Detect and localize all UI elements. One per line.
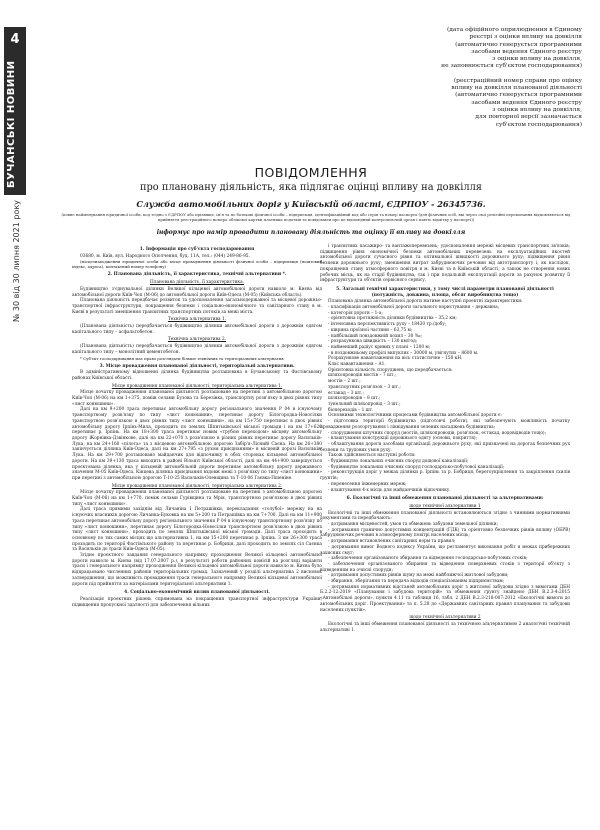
paragraph: - дотримання місцевостей, умов та обмежень забудови земельної ділянки;: [328, 522, 499, 528]
subsection-heading: щодо технічної альтернативи 2: [409, 615, 481, 621]
subsection-heading: Технічна альтернатива 1.: [167, 317, 227, 323]
paragraph: Планована ділянка автомобільної дороги матиме наступні проектні характеристики:: [328, 299, 523, 305]
agency-footnote: (повне найменування юридичної особи, код згідно з ЄДРПОУ або прізвище, ім'я та по батькові фізичної особи – підприємця, ідентифікаційний код або серія та номер паспорта (для фізичних осіб, які через свої релігійні переконання відмовляються від прийняття реєстраційного номера облікової картки платника податків та повідомили про це відповідний контролюючий орган і мають відмітку у паспорті)): [61, 212, 571, 222]
paragraph: - ширина проїзної частини – 63,75 м;: [328, 327, 413, 333]
subsection-heading: Місце провадження планованої діяльності, територіальна альтернатива 2.: [111, 483, 283, 489]
paragraph: Клас навантаження – А1.: [328, 362, 386, 368]
paragraph: (Планована діяльність) передбачається будівництво ділянки автомобільної дороги з дорожнім одягом капітального типу – асфальтобетон.: [72, 324, 322, 335]
paragraph: - забезпечення організованого збирання та відведення поверхневих стоків з території об'єкту з відведенням на очисні споруди;: [320, 561, 570, 573]
inform-line: інформує про намір провадити плановану діяльність та оцінку її впливу на довкілля: [156, 229, 466, 236]
paragraph: Реалізація проектних рішень спрямована на покращення транспортної інфраструктури України, підвищення пропускної здатності для забезпечення вільних: [72, 596, 322, 608]
header-line: (реєстраційний номер справи про оцінку: [453, 77, 582, 84]
notice-subtitle: про плановану діяльність, яка підлягає оцінці впливу на довкілля: [140, 182, 482, 193]
paragraph: - в поздовжньому профілі випуклих – 30000 м, увігнутих – 8600 м.: [328, 350, 479, 356]
newspaper-brand: БУЧАНСЬКІ НОВИНИ: [6, 60, 17, 188]
header-line: з оцінки впливу на довкілля,: [492, 56, 582, 63]
paragraph: * Суб'єкт господарювання має право розглядати більше технічних та територіальних альтернатив: [80, 355, 284, 361]
paragraph: Будівництво з'єднувальної ділянки Великої кільцевої автомобільної дороги навколо м. Києва від автомобільної дороги Київ-Чоп (М-06) до автомобільної дороги Київ-Одеса (М-05) (Київська область).: [72, 286, 322, 298]
section-heading: 5. Загальні технічні характеристики, у тому числі параметри планованої діяльності (потужність, довжина, площа, обсяг виробництва тощо): [336, 286, 554, 298]
paragraph: Місце початку провадження планованої діяльності розташоване на перетині з автомобільною дорогою Київ-Чоп (М-06) на км 1+770, поміж селами Гурівщина та Мрія, транспортною розв'язкою в двох рівнях типу «лист конюшини».: [72, 490, 322, 507]
subsection-heading: щодо технічної альтернативи 1: [409, 503, 481, 509]
paragraph: Основними технологічними процесами будівництва автомобільної дороги є:: [328, 413, 502, 419]
paragraph: Згідно проєктного завдання генерального напрямку проходження Великої кільцевої автомобільної дороги навколо м. Києва (від 17.07.2007 р.), в результаті роботи районних комісій на розгляді варіанти траси і генерального напрямку проходження Великої кільцевої автомобільної дороги навколо м. Києва було відпрацьовано численних районів територіальних громад. Зазначений у розділі альтернатива 2 висновок затвердження, що можливість провадження траси генерального напрямку Великої кільцевої автомобільної дороги під прийняття за матеріалами територіальної альтернативи 1.: [72, 553, 322, 587]
paragraph: - найменший радіус кривих у плані – 1200 м;: [328, 344, 431, 350]
paragraph: транспортних розв'язок – 3 шт.;: [328, 384, 401, 390]
paragraph: біопереходів – 1 шт.: [328, 407, 374, 413]
paragraph: - дотримання нормативних відстаней автомобільних доріг з житлової забудови згідно з вимогами ДБН Б.2.2-12:2019 «Планування і забудова територій» та обмеження ґрунту знайдено ДБН В.2.3-4:2015 «Автомобільні дороги», пункти 4.11 та таблиця 16, табл. 2 ДБН В.2.3-218-007:2012 «Екологічні вимоги до автомобільних доріг. Проектування» та п. 5.28 до «Державних санітарних правил планування та забудови населених пунктів».: [320, 584, 570, 613]
paragraph: Далі на км 9+200 траса перетинає автомобільну дорогу регіонального значення Р 04 в існуючому транспортному розв'язку по типу «лист конюшини», перетинає дорогу Білогородка-Новосілки транспортною розв'язкою в двох рівнях типу «лист конюшини», на км 15+750 перетинає в двох рівнях автомобільну дорогу Ірпінь-Мила, проходить по землях Шпитьківської міської громади і на км 17+620 перетинає р. Ірпінь. На км 18+300 траса перетинає новим «трубою переходом» місцеву автомобільну дорогу Жорнівка-Дзвінкове, далі на км 22+070 з розв'язкою в різних рівнях перетинає дорогу Васильків-Лука, на км 24+160 «пілота» та з місцевою автомобільною дорогою Забір'я-Ліснийі Саєна. На км 26+380 закінчується ділянка Київ-Одеса, далі на км 27+795 «з рухом приєднанням» в місцевій дорозі Васильків-Лука. На км 29+700 розташовано майданчик для відпочинку в обох сторонах кільцевої автомобільної дороги. На км 39+130 траса виходить в районі Вільніт Київської області, далі на км 44+900 завершується проєктована ділянка, яка у кільцевій автомобільній дороги перетинає автомобільну дорогу державного значення М-05 Київ-Одеса. Кінцева ділянка приєднання вздовж межі з розв'язку по типу «лист конюшини» при перетині з автомобільною дорогою Т-10-25 Васильків-Олевщина та Т-10-06 Гаєвка-Пшеніне.: [72, 407, 322, 481]
paragraph: 03680, м. Київ, вул. Народного Ополчення, буд. 11А, тел.: (044) 249-86-95.: [80, 253, 250, 259]
paragraph: - забезпечення організованого збирання та відведення господарсько-побутових стоків;: [328, 556, 528, 562]
paragraph: - підготовка території будівництва (підготовчі роботи), які забезпечують можливість початку провадження розсортування і ліквідування зелених насаджень будівництва;: [320, 419, 570, 430]
paragraph: Також здійснюються наступні роботи:: [328, 453, 416, 459]
paragraph: естакад – 3 шт.;: [328, 390, 364, 396]
subsection-heading: Технічна альтернатива 2.: [167, 337, 227, 343]
paragraph: - класифікація автомобільної дороги загального користування – державна;: [328, 305, 500, 311]
header-line: засобами ведення Єдиного реєстру: [471, 48, 582, 55]
paragraph: і транзитних пасажиро- та вантажоперевезень; удосконалення мережі місцевих транспортних зв'язків; підвищення рівня економічної безпеки автомобільних перевезень на експлуатаційних якостей автомобільної дороги сучасного рівня та оптимальної швидкості дорожнього руху; підвищення рівня безпеки дорожнього руху; зменшення витрат забруднюючих речовин від автотранспорту і, як наслідок, покращення стану атмосферного повітря в м. Києві та в Київській області, а також не створення нових робочих місць, як на стадії будівництва, так і при подальшій експлуатації дороги за рахунок розвитку її інфраструктури та об'єктів сервісного сервісу.: [320, 244, 570, 284]
paragraph: - дотримання встановлених санітарних норм та правил;: [328, 539, 456, 545]
paragraph: - дотримання гранично допустимих концентрацій (ГДК) та орієнтовно безпечних рівнів впливу (ОБРВ) забруднюючих речовин в атмосферному повітрі населених місць;: [320, 527, 570, 539]
left-column: [72, 244, 322, 608]
header-line: не заповнюється суб'єктом господарювання): [441, 63, 582, 70]
paragraph: - перенесення інженерних мереж;: [328, 481, 407, 487]
paragraph: (Планована діяльність) передбачається будівництво ділянки автомобільної дороги з дорожнім одягом капітального типу – монолітний цементобетон.: [72, 344, 322, 355]
subsection-heading: Місце провадження планованої діяльності, територіальна альтернатива 1.: [111, 383, 283, 389]
section-heading: 2. Планована діяльність, її характеристика, технічні альтернативи *.: [107, 272, 287, 278]
notice-title: ПОВІДОМЛЕННЯ: [254, 165, 368, 180]
header-line: засобами ведення Єдиного реєстру: [471, 99, 582, 106]
paragraph: Місце початку провадження планованої діяльності розташоване на перетині з автомобільною дорогою Київ-Чоп (М-06) на км 1+375, поміж селами Бузова та Березівка, транспортну розв'язку в двох рівнях типу «лист конюшини».: [72, 390, 322, 407]
paragraph: (місцезнаходження юридичної особи або місце провадження діяльності фізичної особи – підприємця (поштовий індекс, адреса), контактний номер телефону): [72, 259, 322, 270]
paragraph: - облаштування дороги засобами організації дорожнього руху, які призначені на дорогах безпечних рух безпеки та трудових умов руху.: [320, 441, 570, 453]
paragraph: - влаштування конструкції дорожнього одягу (основи, покриття);: [328, 436, 478, 442]
header-line: для повторної версії зазначається: [475, 114, 582, 121]
paragraph: - будівництво локальних очисних споруд господарсько-побутової каналізації;: [328, 464, 505, 470]
paragraph: В адміністративному відношенні ділянка будівництва розташована в Бучанському та Фастівському районах Київської області.: [72, 370, 322, 381]
header-line: (автоматично генерується програмними: [455, 41, 582, 48]
paragraph: - будівництво локальних очисних споруд дощової каналізації;: [328, 459, 469, 465]
registry-number-block: [360, 78, 582, 129]
paragraph: - розрахункова швидкість – 130 км/год;: [328, 339, 418, 345]
right-column: [320, 244, 570, 633]
paragraph: Екологічні та інші обмеження планованої діяльності за технічною альтернативою 2 аналогічні технічній альтернативі 1.: [320, 622, 570, 633]
paragraph: - дотримання допустимих рівнів шуму на межі найближчої житлової забудови;: [328, 573, 509, 579]
paragraph: Розрахункове навантаження на вісь статистичне – 150 кН.: [328, 356, 463, 362]
side-strip: [0, 0, 40, 830]
header-line: (дата офіційного оприлюднення в Єдиному: [447, 27, 582, 33]
paragraph: - влаштування 4-х місць для майданчиків відпочинку.: [328, 487, 451, 493]
paragraph: - збирання, зберігання та передача відходів спеціалізованим підприємствам;: [328, 579, 505, 585]
paragraph: шляхопроводів мостів – 7 шт.;: [328, 373, 397, 379]
paragraph: шляхопроводів – 8 шт.;: [328, 396, 381, 402]
section-heading: 3. Місце провадження планованої діяльності, територіальні альтернативи.: [99, 363, 295, 369]
paragraph: - дотримання вимог Водного кодексу України, що регламентує виконання робіт в межах прибережних захисних смуг;: [320, 544, 570, 556]
section-heading: 1. Інформація про суб'єкта господарювання: [139, 247, 255, 252]
paragraph: - орієнтовна протяжність ділянки будівництва – 35,2 км;: [328, 316, 457, 322]
section-heading: 4. Соціально-економічний вплив планованої діяльності.: [124, 590, 270, 596]
header-line: впливу на довкілля планованої діяльності: [451, 85, 582, 92]
registry-date-block: [360, 27, 582, 71]
paragraph: - реконструкція доріг у межах ділянки р. Ірпінь та р. Бобриця, берегоукріплення та закріплення схилів ґрунтів;: [320, 470, 570, 482]
paragraph: мостів – 2 шт.;: [328, 379, 361, 385]
paragraph: - інтенсивна перспективність руху – 18430 тр./добу;: [328, 322, 447, 328]
header-line: з оцінки впливу на довкілля,: [492, 106, 582, 113]
page-number: 4: [10, 32, 20, 47]
header-line: (автоматично генерується програмними: [455, 92, 582, 99]
agency-name: Служба автомобільних доріг у Київській області, ЄДРПОУ - 26345736.: [136, 199, 486, 209]
paragraph: - категорія дороги – 1-а;: [328, 310, 383, 316]
paragraph: Орієнтовна кількість споруджень, що передбачається:: [328, 367, 453, 373]
paragraph: - спорудження штучних споруд (мостів, шляхопроводів, розв'язок, естакад, водовідводів тощо);: [328, 430, 547, 436]
paragraph: тунельний шляхопровід – 3 шт.;: [328, 401, 401, 407]
paragraph: Далі траса прямими західнім від Личаніна І Петрашівки, перекладання «голубої» мережу на на існуючих власників дорогою Личанка-Буковка на км 5+200 та Петрашівка на км 7+700. Далі на км 11+900 траса перетинає автомобільну дорогу регіонального значення Р 04 в існуючому транспортному розв'язку по типу «лист конюшини», перетинає дорогу Білогородка-Новосілки транспортною розв'язкою в двох рівнях типу «лист конюшини», проходить по землях Шпитьківської міської громади. Далі траса проходить в основному по тих самих місцях що альтернативна 1, на км 15+200 перетинає р. Ірпінь. 3 км 26+300 траса проходить по території Фастівського району та перетинає р. Бобриця, далі проходить по землях сіл Саєнка та Васильків до траси Київ-Одеса (М-05).: [72, 507, 322, 553]
issue-date: № 30 від 30 липня 2021 року: [12, 200, 21, 322]
header-line: суб'єктом господарювання): [495, 121, 582, 128]
paragraph: Екологічні та інші обмеження планованої діяльності встановлюються згідно з чинними нормативними документами та передбачають:: [320, 510, 570, 522]
section-heading: 6. Екологічні та інші обмеження планованої діяльності за альтернативами:: [346, 496, 544, 502]
subsection-heading: Планована діяльність, її характеристика.: [149, 280, 245, 286]
paragraph: - найбільший повздовжній похил – 30 ‰;: [328, 333, 422, 339]
registry-header: [360, 27, 582, 129]
header-line: реєстрі з оцінки впливу на довкілля: [469, 34, 582, 41]
paragraph: Планована діяльність передбачає розвиток та удосконалення загальнодержавної та місцевої дорожньо-транспортної інфраструктури, покращення безпеки і соціально-економічного та санітарного стану в м. Києві в результаті зменшення транзитних транспортних потоків за межі міста.: [72, 298, 322, 315]
